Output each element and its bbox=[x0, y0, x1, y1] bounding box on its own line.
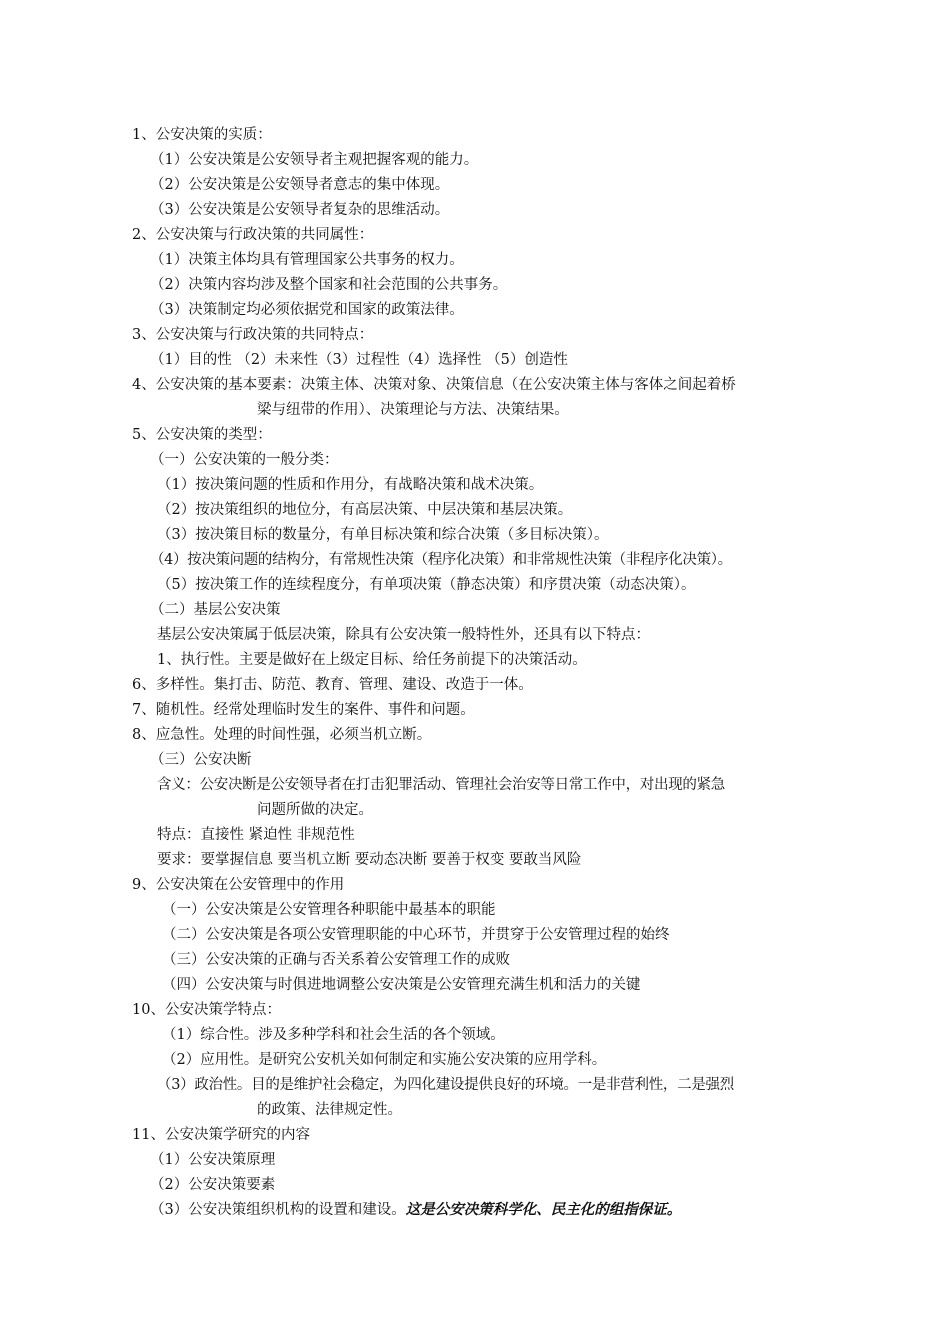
heading-6: 6、多样性。集打击、防范、教育、管理、建设、改造于一体。 bbox=[132, 677, 533, 693]
list-item: （一）公安决策是公安管理各种职能中最基本的职能 bbox=[162, 902, 496, 918]
list-item: （2）应用性。是研究公安机关如何制定和实施公安决策的应用学科。 bbox=[162, 1052, 607, 1068]
subheading: （二）基层公安决策 bbox=[150, 602, 281, 618]
list-item: （二）公安决策是各项公安管理职能的中心环节，并贯穿于公安管理过程的始终 bbox=[162, 927, 670, 943]
paragraph: 基层公安决策属于低层决策，除具有公安决策一般特性外，还具有以下特点： bbox=[157, 627, 650, 643]
list-item: （3）政治性。目的是维护社会稳定，为四化建设提供良好的环境。一是非营利性，二是强烈 bbox=[157, 1077, 734, 1093]
features-line: 特点：直接性 紧迫性 非规范性 bbox=[157, 827, 355, 843]
subheading: （三）公安决断 bbox=[150, 752, 252, 768]
heading-3: 3、公安决策与行政决策的共同特点： bbox=[132, 327, 374, 343]
list-item: （1）综合性。涉及多种学科和社会生活的各个领域。 bbox=[162, 1027, 505, 1043]
continuation-line: 的政策、法律规定性。 bbox=[257, 1102, 402, 1118]
list-item: （1）决策主体均具有管理国家公共事务的权力。 bbox=[150, 252, 464, 268]
list-item: （2）公安决策是公安领导者意志的集中体现。 bbox=[150, 177, 450, 193]
list-item: （2）决策内容均涉及整个国家和社会范围的公共事务。 bbox=[150, 277, 508, 293]
heading-5: 5、公安决策的类型： bbox=[132, 427, 272, 443]
heading-9: 9、公安决策在公安管理中的作用 bbox=[132, 877, 345, 893]
list-item-last bbox=[150, 1200, 681, 1220]
list-item: （2）按决策组织的地位分，有高层决策、中层决策和基层决策。 bbox=[157, 502, 573, 518]
heading-2: 2、公安决策与行政决策的共同属性： bbox=[132, 227, 374, 243]
list-item: （2）公安决策要素 bbox=[150, 1177, 276, 1193]
heading-7: 7、随机性。经常处理临时发生的案件、事件和问题。 bbox=[132, 702, 475, 718]
subheading: （一）公安决策的一般分类： bbox=[150, 452, 339, 468]
list-item: （5）按决策工作的连续程度分，有单项决策（静态决策）和序贯决策（动态决策）。 bbox=[157, 577, 696, 593]
list-item-text: （3）公安决策组织机构的设置和建设。 bbox=[150, 1202, 406, 1218]
continuation-line: 问题所做的决定。 bbox=[257, 802, 373, 818]
list-item: （3）公安决策是公安领导者复杂的思维活动。 bbox=[150, 202, 450, 218]
list-item: （3）决策制定均必须依据党和国家的政策法律。 bbox=[150, 302, 464, 318]
list-item: 1、执行性。主要是做好在上级定目标、给任务前提下的决策活动。 bbox=[157, 652, 587, 668]
list-item: （1）公安决策是公安领导者主观把握客观的能力。 bbox=[150, 152, 479, 168]
continuation-line: 梁与纽带的作用）、决策理论与方法、决策结果。 bbox=[257, 402, 569, 418]
heading-1: 1、公安决策的实质： bbox=[132, 127, 272, 143]
emphasis-text: 这是公安决策科学化、民主化的组指保证。 bbox=[405, 1201, 682, 1218]
definition-line: 含义：公安决断是公安领导者在打击犯罪活动、管理社会治安等日常工作中，对出现的紧急 bbox=[157, 777, 725, 793]
list-item: （1）按决策问题的性质和作用分，有战略决策和战术决策。 bbox=[157, 477, 544, 493]
requirements-line: 要求：要掌握信息 要当机立断 要动态决断 要善于权变 要敢当风险 bbox=[157, 852, 582, 868]
heading-11: 11、公安决策学研究的内容 bbox=[132, 1127, 310, 1143]
heading-8: 8、应急性。处理的时间性强，必须当机立断。 bbox=[132, 727, 432, 743]
list-item: （四）公安决策与时俱进地调整公安决策是公安管理充满生机和活力的关键 bbox=[162, 977, 641, 993]
list-item: （4）按决策问题的结构分，有常规性决策（程序化决策）和非常规性决策（非程序化决策）。 bbox=[150, 552, 732, 568]
heading-10: 10、公安决策学特点： bbox=[132, 1002, 281, 1018]
heading-4: 4、公安决策的基本要素：决策主体、决策对象、决策信息（在公安决策主体与客体之间起着桥 bbox=[132, 377, 736, 393]
list-item: （3）按决策目标的数量分，有单目标决策和综合决策（多目标决策）。 bbox=[157, 527, 609, 543]
list-item: （1）目的性 （2）未来性（3）过程性（4）选择性 （5）创造性 bbox=[150, 352, 568, 368]
list-item: （1）公安决策原理 bbox=[150, 1152, 276, 1168]
list-item: （三）公安决策的正确与否关系着公安管理工作的成败 bbox=[162, 952, 510, 968]
